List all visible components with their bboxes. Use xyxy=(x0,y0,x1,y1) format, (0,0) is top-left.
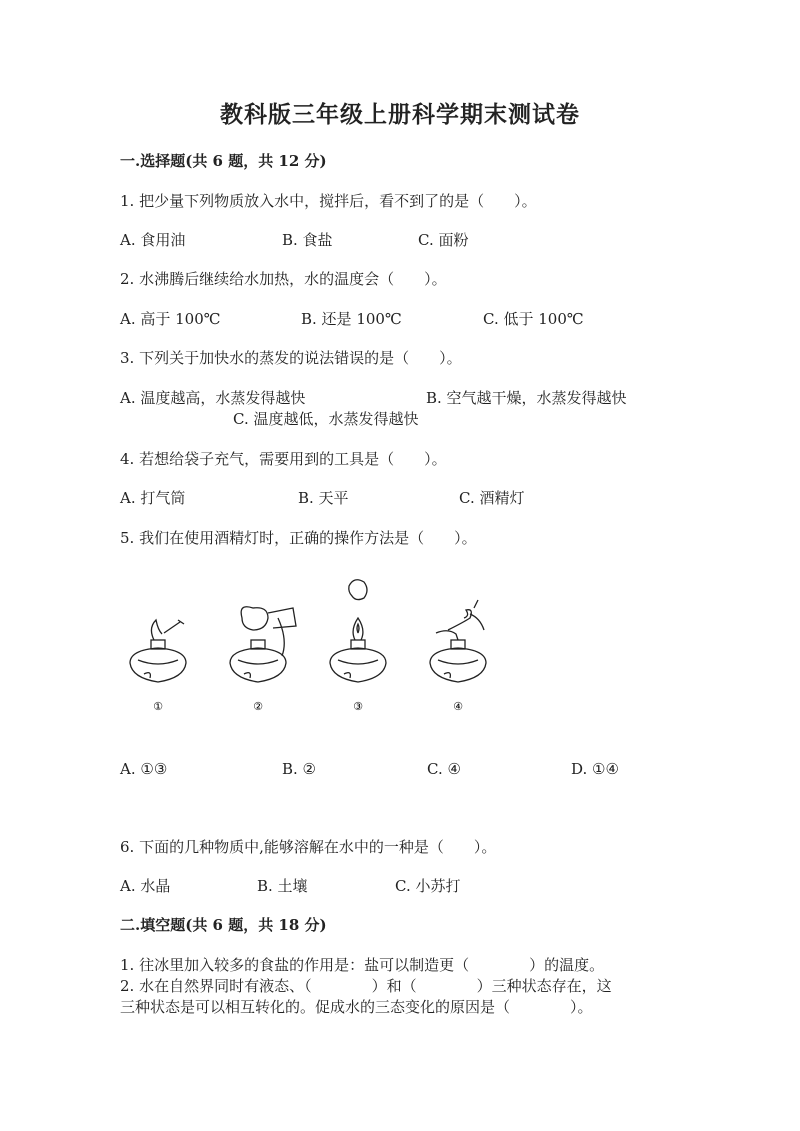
lamp-label-2: ② xyxy=(253,700,263,713)
question-3-stem: 3. 下列关于加快水的蒸发的说法错误的是（ ）。 xyxy=(120,349,462,367)
q5-option-d: D. ①④ xyxy=(571,760,619,778)
lamp-label-3: ③ xyxy=(353,700,363,713)
alcohol-lamp-4-icon xyxy=(430,600,486,682)
section-heading-fill: 二.填空题(共 6 题，共 18 分) xyxy=(120,916,327,934)
q4-option-c: C. 酒精灯 xyxy=(459,489,525,507)
q4-option-a: A. 打气筒 xyxy=(120,489,186,507)
q5-option-b: B. ② xyxy=(282,760,317,778)
question-1-stem: 1. 把少量下列物质放入水中，搅拌后，看不到了的是（ ）。 xyxy=(120,192,537,210)
q6-option-c: C. 小苏打 xyxy=(395,877,461,895)
alcohol-lamp-3-icon xyxy=(330,580,386,682)
alcohol-lamp-figure xyxy=(118,578,498,718)
question-6-stem: 6. 下面的几种物质中,能够溶解在水中的一种是（ ）。 xyxy=(120,838,497,856)
q6-option-a: A. 水晶 xyxy=(120,877,171,895)
alcohol-lamp-2-icon xyxy=(230,607,296,682)
q1-option-a: A. 食用油 xyxy=(120,231,186,249)
q1-option-c: C. 面粉 xyxy=(418,231,469,249)
question-5-stem: 5. 我们在使用酒精灯时，正确的操作方法是（ ）。 xyxy=(120,529,477,547)
page-title: 教科版三年级上册科学期末测试卷 xyxy=(220,101,580,128)
q2-option-c: C. 低于 100℃ xyxy=(483,310,584,328)
question-2-stem: 2. 水沸腾后继续给水加热，水的温度会（ ）。 xyxy=(120,270,447,288)
q5-option-c: C. ④ xyxy=(427,760,461,778)
question-4-stem: 4. 若想给袋子充气，需要用到的工具是（ ）。 xyxy=(120,450,447,468)
lamp-label-4: ④ xyxy=(453,700,463,713)
q4-option-b: B. 天平 xyxy=(298,489,349,507)
lamp-label-1: ① xyxy=(153,700,163,713)
q5-option-a: A. ①③ xyxy=(120,760,168,778)
q6-option-b: B. 土壤 xyxy=(257,877,308,895)
q2-option-b: B. 还是 100℃ xyxy=(301,310,402,328)
q3-option-b: B. 空气越干燥，水蒸发得越快 xyxy=(426,389,627,407)
q3-option-c: C. 温度越低，水蒸发得越快 xyxy=(233,410,419,428)
alcohol-lamp-1-icon xyxy=(130,620,186,682)
q2-option-a: A. 高于 100℃ xyxy=(120,310,221,328)
section-heading-choice: 一.选择题(共 6 题，共 12 分) xyxy=(120,152,327,170)
q3-option-a: A. 温度越高，水蒸发得越快 xyxy=(120,389,306,407)
fill-question-2-line-1: 2. 水在自然界同时有液态、（ ）和（ ）三种状态存在，这 xyxy=(120,977,612,995)
fill-question-1: 1. 往冰里加入较多的食盐的作用是：盐可以制造更（ ）的温度。 xyxy=(120,956,605,974)
q1-option-b: B. 食盐 xyxy=(282,231,333,249)
fill-question-2-line-2: 三种状态是可以相互转化的。促成水的三态变化的原因是（ ）。 xyxy=(120,998,593,1016)
